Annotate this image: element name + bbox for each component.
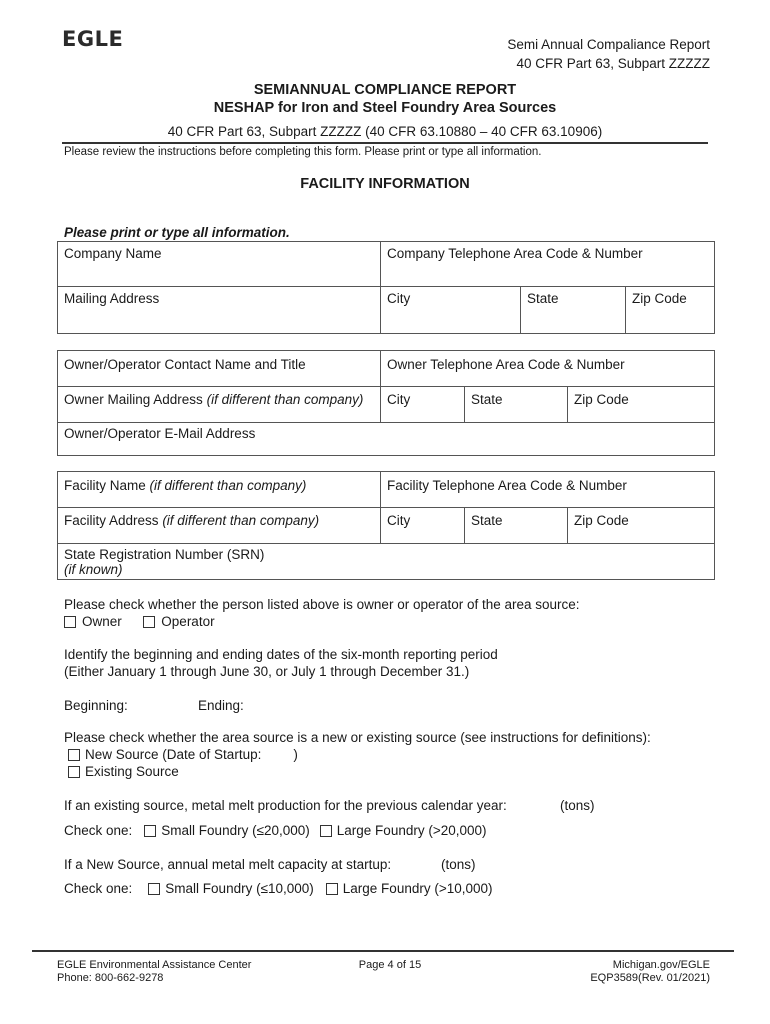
owner-phone-label: Owner Telephone Area Code & Number — [387, 357, 625, 372]
existing-source-label: Existing Source — [85, 764, 179, 779]
new-source-option — [68, 746, 298, 763]
owner-state-label: State — [471, 392, 503, 407]
role-options — [64, 613, 215, 630]
ending-input[interactable] — [252, 694, 372, 712]
existing-check-one-label: Check one: — [64, 823, 133, 838]
owner-address-field[interactable] — [57, 386, 381, 423]
owner-email-label: Owner/Operator E-Mail Address — [64, 426, 256, 441]
report-title: SEMIANNUAL COMPLIANCE REPORT — [253, 82, 517, 98]
facility-address-label: Facility Address — [64, 513, 159, 528]
period-note: (Either January 1 through June 30, or July 1 through December 31.) — [64, 664, 470, 679]
existing-large-foundry-label: Large Foundry (>20,000) — [336, 823, 487, 838]
facility-state-field[interactable] — [464, 507, 568, 544]
title-divider — [62, 142, 708, 144]
existing-small-foundry-checkbox[interactable] — [144, 825, 156, 837]
company-state-field[interactable] — [520, 286, 626, 334]
new-melt-options — [64, 880, 493, 897]
owner-address-label: Owner Mailing Address — [64, 392, 203, 407]
company-phone-field[interactable] — [380, 241, 715, 287]
facility-name-label: Facility Name — [64, 478, 146, 493]
existing-large-foundry-checkbox[interactable] — [320, 825, 332, 837]
new-large-foundry-checkbox[interactable] — [326, 883, 338, 895]
header-regulation: 40 CFR Part 63, Subpart ZZZZZ — [516, 56, 710, 71]
new-melt-unit: (tons) — [441, 857, 476, 872]
new-melt-input[interactable] — [402, 853, 438, 871]
facility-address-note: (if different than company) — [162, 513, 320, 528]
owner-phone-field[interactable] — [380, 350, 715, 387]
company-zip-label: Zip Code — [632, 291, 687, 306]
existing-small-foundry-label: Small Foundry (≤20,000) — [161, 823, 310, 838]
srn-field[interactable] — [57, 543, 715, 580]
srn-label: State Registration Number (SRN) — [64, 547, 265, 562]
beginning-input[interactable] — [138, 694, 194, 712]
new-small-foundry-label: Small Foundry (≤10,000) — [165, 881, 314, 896]
ending-label: Ending: — [198, 698, 244, 713]
new-small-foundry-checkbox[interactable] — [148, 883, 160, 895]
beginning-label: Beginning: — [64, 698, 128, 713]
facility-zip-label: Zip Code — [574, 513, 629, 528]
mailing-address-field[interactable] — [57, 286, 381, 334]
company-phone-label: Company Telephone Area Code & Number — [387, 246, 643, 261]
role-question: Please check whether the person listed above is owner or operator of the area source: — [64, 597, 580, 612]
existing-source-checkbox[interactable] — [68, 766, 80, 778]
company-name-label: Company Name — [64, 246, 162, 261]
section-title: FACILITY INFORMATION — [300, 176, 470, 192]
company-state-label: State — [527, 291, 559, 306]
company-name-field[interactable] — [57, 241, 381, 287]
operator-checkbox[interactable] — [143, 616, 155, 628]
srn-note: (if known) — [64, 562, 123, 577]
owner-contact-label: Owner/Operator Contact Name and Title — [64, 357, 306, 372]
footer-form-id: EQP3589(Rev. 01/2021) — [590, 972, 710, 984]
owner-zip-field[interactable] — [567, 386, 715, 423]
footer-phone: Phone: 800-662-9278 — [57, 972, 164, 984]
existing-melt-question: If an existing source, metal melt production for the previous calendar year: — [64, 798, 507, 813]
footer-page-number: Page 4 of 15 — [358, 959, 422, 971]
owner-state-field[interactable] — [464, 386, 568, 423]
operator-checkbox-label: Operator — [161, 614, 215, 629]
mailing-address-label: Mailing Address — [64, 291, 160, 306]
new-melt-question: If a New Source, annual metal melt capacity at startup: — [64, 857, 392, 872]
new-source-label: New Source (Date of Startup: — [85, 747, 262, 762]
form-instructions-note: Please review the instructions before completing this form. Please print or type all information. — [64, 146, 542, 158]
facility-phone-label: Facility Telephone Area Code & Number — [387, 478, 627, 493]
new-large-foundry-label: Large Foundry (>10,000) — [342, 881, 493, 896]
new-check-one-label: Check one: — [64, 881, 133, 896]
company-city-label: City — [387, 291, 411, 306]
footer-center-name: EGLE Environmental Assistance Center — [57, 959, 252, 971]
new-source-close: ) — [293, 747, 298, 762]
facility-city-label: City — [387, 513, 411, 528]
facility-address-field[interactable] — [57, 507, 381, 544]
owner-checkbox[interactable] — [64, 616, 76, 628]
facility-name-note: (if different than company) — [149, 478, 307, 493]
facility-zip-field[interactable] — [567, 507, 715, 544]
footer-website: Michigan.gov/EGLE — [612, 959, 710, 971]
owner-city-label: City — [387, 392, 411, 407]
facility-city-field[interactable] — [380, 507, 465, 544]
period-instruction: Identify the beginning and ending dates of the six-month reporting period — [64, 647, 498, 662]
existing-source-option — [68, 763, 179, 780]
report-citation: 40 CFR Part 63, Subpart ZZZZZ (40 CFR 63.10880 – 40 CFR 63.10906) — [167, 124, 603, 139]
owner-contact-field[interactable] — [57, 350, 381, 387]
source-question: Please check whether the area source is a new or existing source (see instructions for definitions): — [64, 730, 651, 745]
owner-address-note: (if different than company) — [206, 392, 364, 407]
company-city-field[interactable] — [380, 286, 521, 334]
egle-logo: EGLE — [62, 27, 124, 51]
facility-name-field[interactable] — [57, 471, 381, 508]
owner-checkbox-label: Owner — [82, 614, 122, 629]
owner-email-field[interactable] — [57, 422, 715, 456]
header-report-name: Semi Annual Compaliance Report — [507, 37, 710, 52]
company-zip-field[interactable] — [625, 286, 715, 334]
facility-phone-field[interactable] — [380, 471, 715, 508]
owner-zip-label: Zip Code — [574, 392, 629, 407]
owner-city-field[interactable] — [380, 386, 465, 423]
existing-melt-unit: (tons) — [560, 798, 595, 813]
new-source-checkbox[interactable] — [68, 749, 80, 761]
existing-melt-input[interactable] — [520, 794, 556, 812]
footer-divider — [32, 950, 734, 952]
report-subtitle: NESHAP for Iron and Steel Foundry Area Sources — [213, 100, 557, 116]
existing-melt-options — [64, 822, 487, 839]
print-instruction: Please print or type all information. — [64, 225, 290, 240]
facility-state-label: State — [471, 513, 503, 528]
